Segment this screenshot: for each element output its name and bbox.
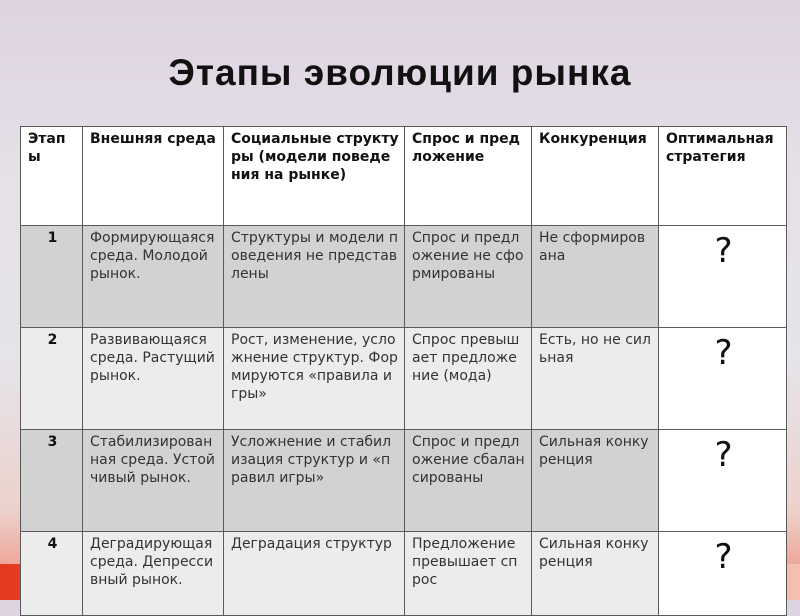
header-social-structures: Социальные структуры (модели поведения на рынке) bbox=[224, 127, 405, 226]
market-stages-table bbox=[20, 126, 787, 616]
strategy-question-mark: ? bbox=[659, 226, 787, 328]
table-header-row bbox=[21, 127, 787, 226]
table-row bbox=[21, 226, 787, 328]
competition-cell: Есть, но не сильная bbox=[532, 328, 659, 430]
structures-cell: Деградация структур bbox=[224, 532, 405, 616]
strategy-question-mark: ? bbox=[659, 430, 787, 532]
competition-cell: Сильная конкуренция bbox=[532, 430, 659, 532]
structures-cell: Рост, изменение, усложнение структур. Формируются «правила игры» bbox=[224, 328, 405, 430]
header-stages: Этапы bbox=[21, 127, 83, 226]
structures-cell: Структуры и модели поведения не представлены bbox=[224, 226, 405, 328]
stage-number: 4 bbox=[21, 532, 83, 616]
competition-cell: Не сформирована bbox=[532, 226, 659, 328]
table-row bbox=[21, 430, 787, 532]
demand-cell: Предложение превышает спрос bbox=[405, 532, 532, 616]
competition-cell: Сильная конкуренция bbox=[532, 532, 659, 616]
header-demand-supply: Спрос и предложение bbox=[405, 127, 532, 226]
environment-cell: Стабилизирован ная среда. Устойчивый рынок. bbox=[83, 430, 224, 532]
strategy-question-mark: ? bbox=[659, 532, 787, 616]
header-competition: Конкуренция bbox=[532, 127, 659, 226]
table-row bbox=[21, 532, 787, 616]
structures-cell: Усложнение и стабилизация структур и «правил игры» bbox=[224, 430, 405, 532]
demand-cell: Спрос превышает предложение (мода) bbox=[405, 328, 532, 430]
slide-title: Этапы эволюции рынка bbox=[168, 52, 632, 93]
stage-number: 3 bbox=[21, 430, 83, 532]
demand-cell: Спрос и предложение не сформированы bbox=[405, 226, 532, 328]
environment-cell: Развивающаяся среда. Растущий рынок. bbox=[83, 328, 224, 430]
demand-cell: Спрос и предложение сбалансированы bbox=[405, 430, 532, 532]
table-row bbox=[21, 328, 787, 430]
stage-number: 2 bbox=[21, 328, 83, 430]
environment-cell: Деградирующая среда. Депрессивный рынок. bbox=[83, 532, 224, 616]
environment-cell: Формирующаяся среда. Молодой рынок. bbox=[83, 226, 224, 328]
stage-number: 1 bbox=[21, 226, 83, 328]
header-strategy: Оптимальная стратегия bbox=[659, 127, 787, 226]
header-environment: Внешняя среда bbox=[83, 127, 224, 226]
strategy-question-mark: ? bbox=[659, 328, 787, 430]
